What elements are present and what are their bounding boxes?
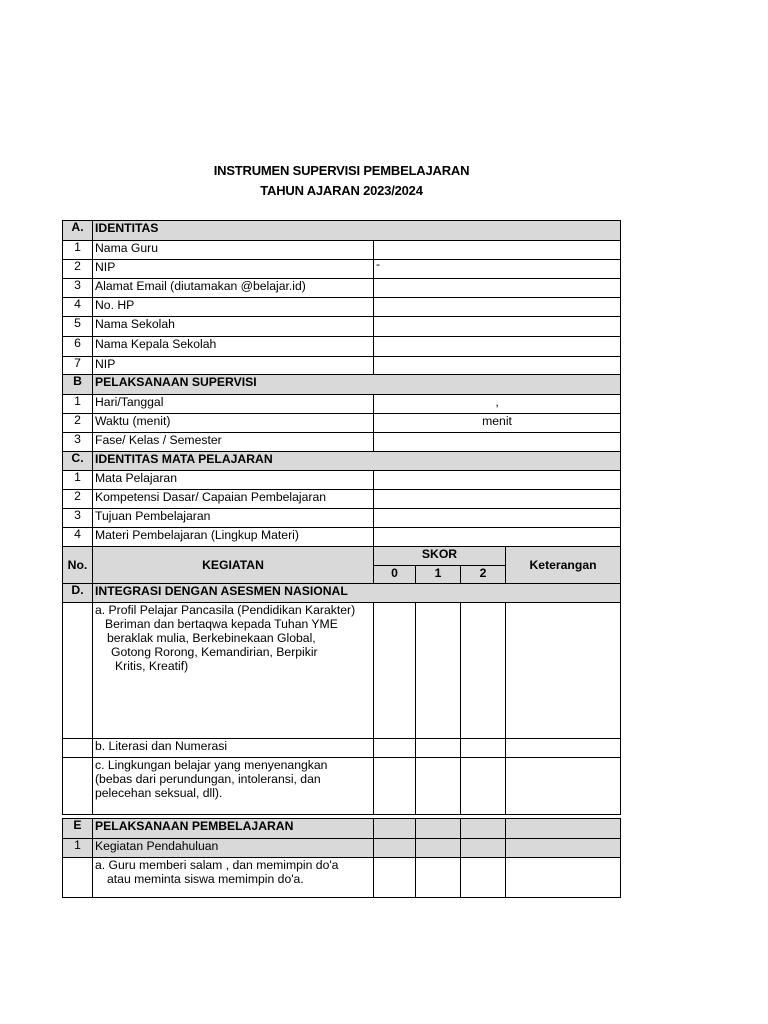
section-e-sub-header — [63, 839, 621, 858]
supervision-form-table — [62, 220, 621, 898]
field-label: No. HP — [93, 298, 374, 317]
field-label: Nama Guru — [93, 241, 374, 260]
document-title: INSTRUMEN SUPERVISI PEMBELAJARAN — [213, 163, 470, 178]
keterangan-cell[interactable] — [506, 603, 621, 739]
field-label: Fase/ Kelas / Semester — [93, 433, 374, 452]
field-value-kompetensi[interactable] — [374, 490, 621, 509]
row-number — [63, 739, 93, 758]
table-row — [63, 471, 621, 490]
keterangan-cell[interactable] — [506, 739, 621, 758]
table-row — [63, 279, 621, 298]
field-label: Materi Pembelajaran (Lingkup Materi) — [93, 528, 374, 547]
item-text-line: atau meminta siswa memimpin do'a. — [107, 872, 304, 886]
score-cell-0 — [374, 819, 416, 839]
table-row — [63, 739, 621, 758]
row-number: 1 — [63, 395, 93, 414]
row-number: 5 — [63, 317, 93, 337]
field-label: Kompetensi Dasar/ Capaian Pembelajaran — [93, 490, 374, 509]
item-salam-doa — [93, 858, 374, 898]
section-a-header — [63, 221, 621, 241]
score-cell-1 — [416, 839, 461, 858]
row-number: 2 — [63, 490, 93, 509]
score-cell-2[interactable] — [461, 739, 506, 758]
section-c-label: IDENTITAS MATA PELAJARAN — [93, 452, 621, 471]
field-label: Waktu (menit) — [93, 414, 374, 433]
item-text-line: Gotong Rorong, Kemandirian, Berpikir — [111, 645, 318, 659]
keterangan-cell — [506, 819, 621, 839]
section-b-header — [63, 375, 621, 395]
item-lingkungan-belajar — [93, 758, 374, 815]
section-d-code: D. — [63, 584, 93, 603]
item-text-line: Beriman dan bertaqwa kepada Tuhan YME — [105, 617, 338, 631]
table-row — [63, 298, 621, 317]
row-number: 7 — [63, 357, 93, 375]
table-row — [63, 528, 621, 547]
item-text-line: a. Guru memberi salam , dan memimpin do'a — [95, 858, 339, 872]
table-row — [63, 241, 621, 260]
score-cell-1[interactable] — [416, 739, 461, 758]
section-e-header — [63, 819, 621, 839]
field-value-kepala-sekolah[interactable] — [374, 337, 621, 357]
item-text-line: c. Lingkungan belajar yang menyenangkan — [95, 758, 328, 772]
score-cell-1[interactable] — [416, 603, 461, 739]
row-number — [63, 758, 93, 815]
item-profil-pelajar — [93, 603, 374, 739]
row-number: 2 — [63, 260, 93, 279]
section-b-code: B — [63, 375, 93, 395]
field-label: NIP — [93, 357, 374, 375]
table-row — [63, 858, 621, 898]
field-value-mata-pelajaran[interactable] — [374, 471, 621, 490]
score-cell-0 — [374, 839, 416, 858]
header-no: No. — [63, 547, 93, 584]
field-value-tujuan[interactable] — [374, 509, 621, 528]
field-value-email[interactable] — [374, 279, 621, 298]
header-kegiatan: KEGIATAN — [93, 547, 374, 584]
field-value-hari-tanggal[interactable]: , — [374, 395, 621, 414]
score-header-row — [63, 547, 621, 566]
row-number: 2 — [63, 414, 93, 433]
table-row — [63, 260, 621, 279]
section-e-code: E — [63, 819, 93, 839]
table-row — [63, 357, 621, 375]
field-label: NIP — [93, 260, 374, 279]
score-cell-0[interactable] — [374, 858, 416, 898]
score-cell-0[interactable] — [374, 603, 416, 739]
field-value-waktu[interactable]: menit — [374, 414, 621, 433]
row-number — [63, 858, 93, 898]
section-c-header — [63, 452, 621, 471]
score-cell-2[interactable] — [461, 758, 506, 815]
score-cell-0[interactable] — [374, 758, 416, 815]
table-row — [63, 509, 621, 528]
table-row — [63, 758, 621, 815]
item-text-line: Kritis, Kreatif) — [115, 659, 189, 673]
row-number: 4 — [63, 298, 93, 317]
table-row — [63, 414, 621, 433]
row-number: 3 — [63, 279, 93, 298]
keterangan-cell — [506, 839, 621, 858]
item-text-line: beraklak mulia, Berkebinekaan Global, — [107, 631, 316, 645]
header-score-0: 0 — [374, 566, 416, 584]
section-e-label: PELAKSANAAN PEMBELAJARAN — [93, 819, 374, 839]
header-keterangan: Keterangan — [506, 547, 621, 584]
item-literasi: b. Literasi dan Numerasi — [93, 739, 374, 758]
score-cell-2[interactable] — [461, 603, 506, 739]
section-c-code: C. — [63, 452, 93, 471]
field-value-no-hp[interactable] — [374, 298, 621, 317]
row-number: 1 — [63, 839, 93, 858]
row-number: 1 — [63, 471, 93, 490]
header-score-1: 1 — [416, 566, 461, 584]
score-cell-1[interactable] — [416, 858, 461, 898]
field-value-nip-guru[interactable]: - — [374, 260, 621, 279]
score-cell-2 — [461, 839, 506, 858]
section-a-code: A. — [63, 221, 93, 241]
field-label: Nama Sekolah — [93, 317, 374, 337]
keterangan-cell[interactable] — [506, 858, 621, 898]
field-value-nip-kepala[interactable] — [374, 357, 621, 375]
section-d-header — [63, 584, 621, 603]
table-row — [63, 317, 621, 337]
field-value-nama-sekolah[interactable] — [374, 317, 621, 337]
field-value-fase-kelas[interactable] — [374, 433, 621, 452]
table-row — [63, 490, 621, 509]
field-label: Hari/Tanggal — [93, 395, 374, 414]
section-d-label: INTEGRASI DENGAN ASESMEN NASIONAL — [93, 584, 621, 603]
section-b-label: PELAKSANAAN SUPERVISI — [93, 375, 621, 395]
field-value-materi[interactable] — [374, 528, 621, 547]
header-score-2: 2 — [461, 566, 506, 584]
row-number: 6 — [63, 337, 93, 357]
table-row — [63, 395, 621, 414]
field-value-nama-guru[interactable] — [374, 241, 621, 260]
item-text-line: pelecehan seksual, dll). — [95, 786, 223, 800]
score-cell-1[interactable] — [416, 758, 461, 815]
keterangan-cell[interactable] — [506, 758, 621, 815]
section-a-label: IDENTITAS — [93, 221, 621, 241]
score-cell-2 — [461, 819, 506, 839]
score-cell-0[interactable] — [374, 739, 416, 758]
field-label: Alamat Email (diutamakan @belajar.id) — [93, 279, 374, 298]
document-subtitle: TAHUN AJARAN 2023/2024 — [260, 183, 423, 198]
table-row — [63, 337, 621, 357]
table-row — [63, 603, 621, 739]
sub-section-label: Kegiatan Pendahuluan — [93, 839, 374, 858]
row-number — [63, 603, 93, 739]
score-cell-1 — [416, 819, 461, 839]
header-skor: SKOR — [374, 547, 506, 566]
field-label: Nama Kepala Sekolah — [93, 337, 374, 357]
score-cell-2[interactable] — [461, 858, 506, 898]
item-text-line: a. Profil Pelajar Pancasila (Pendidikan Karakter) — [95, 603, 356, 617]
row-number: 4 — [63, 528, 93, 547]
row-number: 3 — [63, 509, 93, 528]
table-row — [63, 433, 621, 452]
field-label: Tujuan Pembelajaran — [93, 509, 374, 528]
row-number: 1 — [63, 241, 93, 260]
row-number: 3 — [63, 433, 93, 452]
field-label: Mata Pelajaran — [93, 471, 374, 490]
item-text-line: (bebas dari perundungan, intoleransi, dan — [95, 772, 321, 786]
